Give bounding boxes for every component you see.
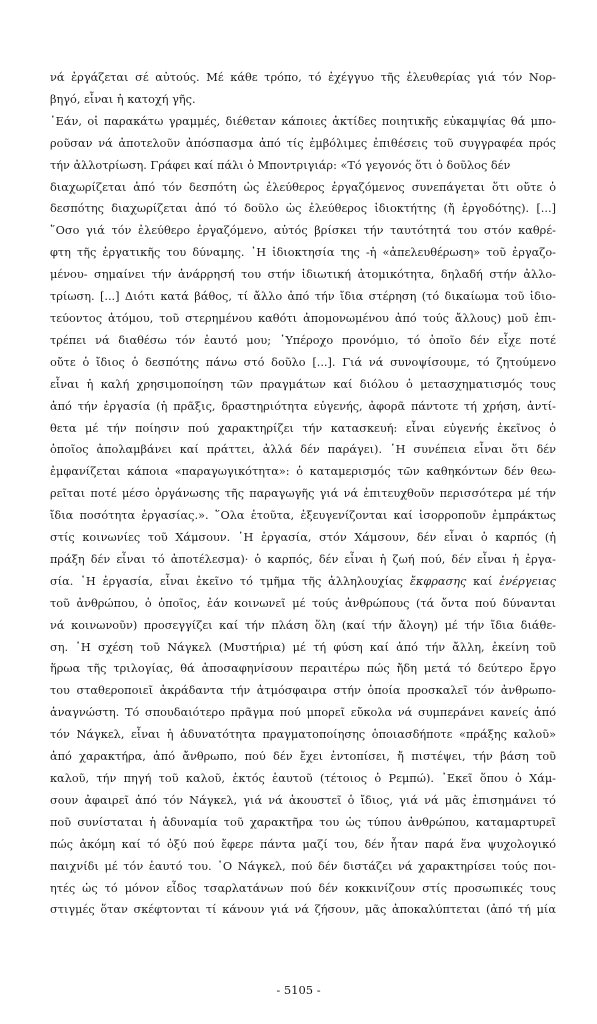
body-text (50, 67, 556, 921)
text-line: τήν ἀλλοτρίωση. Γράφει καί πάλι ὁ Μποντριγιάρ: «Τό γεγονός ὅτι ὁ δοῦλος δέν (50, 158, 511, 172)
text-line: τρέπει νά διαθέσω τόν ἑαυτό μου; ῾Υπέροχο προνόμιο, τό ὁποῖο δέν εἶχε ποτέ (50, 333, 556, 347)
text-line: παιχνίδι μέ τόν ἑαυτό του. ῾Ο Νάγκελ, πού δέν διστάζει νά χαρακτηρίσει τούς ποι- (50, 859, 556, 873)
text-line: διαχωρίζεται ἀπό τόν δεσπότη ὡς ἐλεύθερος ἐργαζόμενος συνεπάγεται ὅτι οὔτε ὁ (50, 180, 556, 194)
text-line: δεσπότης διαχωρίζεται ἀπό τό δοῦλο ὡς ἐλεύθερος ἰδιοκτήτης (ἤ ἐργοδότης). [...] (50, 202, 556, 216)
text-line: νά κοινωνοῦν) προσεγγίζει καί τήν πλάση ὅλη (καί τήν ἄλογη) μέ τήν ἴδια διάθε- (50, 618, 556, 632)
text-line: τόν Νάγκελ, εἶναι ἡ ἀδυνατότητα πραγματοποίησης ὁποιασδήποτε «πράξης καλοῦ» (50, 728, 556, 742)
text-line: ἀναγνώστη. Τό σπουδαιότερο πρᾶγμα πού μπορεῖ εὔκολα νά συμπεράνει κανείς ἀπό (50, 706, 556, 720)
text-line: ρεῖται ποτέ μέσο ὀργάνωσης τῆς παραγωγῆς γιά νά ἐπιτευχθοῦν περισσότερα μέ τήν (50, 487, 556, 501)
text-line: ῞Οσο γιά τόν ἐλεύθερο ἐργαζόμενο, αὐτός βρίσκει τήν ταυτότητά του στόν καθρέ- (50, 224, 556, 238)
text-line: ση. ῾Η σχέση τοῦ Νάγκελ (Μυστήρια) μέ τή φύση καί ἀπό τήν ἄλλη, ἐκείνη τοῦ (50, 640, 556, 654)
text-line: μένου- σημαίνει τήν ἀνάρρησή του στήν ἰδιωτική ἀτομικότητα, δηλαδή στήν ἀλλο- (50, 268, 556, 282)
text-line: βηγό, εἶναι ἡ κατοχή γῆς. (50, 92, 196, 106)
italic-term: ἐνέργειας (499, 574, 556, 588)
text-line: ροῦσαν νά ἀποτελοῦν ἀπόσπασμα ἀπό τίς ἐμβόλιμες ἐπιθέσεις τοῦ συγγραφέα πρός (50, 136, 556, 150)
text-line: πώς ἀκόμη καί τό ὀξύ πού ἔφερε πάντα μαζί του, δέν ἦταν παρά ἕνα ψυχολογικό (50, 837, 556, 851)
text-line: στίς κοινωνίες τοῦ Χάμσουν. ῾Η ἐργασία, στόν Χάμσουν, δέν εἶναι ὁ καρπός (ἡ (50, 531, 556, 545)
text-line: του σταθεροποιεῖ ἀκράδαντα τήν ἀτμόσφαιρα στήν ὁποία προσκαλεῖ τόν ἀνθρωπο- (50, 684, 556, 698)
page-number: - 5105 - (276, 983, 321, 997)
text-line: ἐμφανίζεται κάποια «παραγωγικότητα»: ὁ καταμερισμός τῶν καθηκόντων δέν θεω- (50, 465, 556, 479)
text-line: εἶναι ἡ καλή χρησιμοποίηση τῶν πραγμάτων καί διόλου ὁ μετασχηματισμός τους (50, 377, 556, 391)
text-line: τρίωση. [...] Διότι κατά βάθος, τί ἄλλο ἀπό τήν ἴδια στέρηση (τό δικαίωμα τοῦ ἰδιο- (50, 290, 556, 304)
text-line: πράξη δέν εἶναι τό ἀποτέλεσμα)· ὁ καρπός, δέν εἶναι ἡ ζωή πού, δέν εἶναι ἡ ἐργα- (50, 552, 556, 566)
text-line: φτη τῆς ἐργατικῆς του δύναμης. ῾Η ἰδιοκτησία της -ἡ «ἀπελευθέρωση» τοῦ ἐργαζο- (50, 246, 556, 260)
text-line: ποῦ συνίσταται ἡ ἀδυναμία τοῦ χαρακτῆρα του ὡς τύπου ἀνθρώπου, καταμαρτυρεῖ (50, 815, 556, 829)
text-line: ητές ὡς τό μόνον εἶδος τσαρλατάνων πού δέν κοκκινίζουν στίς προσωπικές τους (50, 881, 556, 895)
text-line: καλοῦ, τήν πηγή τοῦ καλοῦ, ἐκτός ἑαυτοῦ (τέτοιος ὁ Ρεμπώ). ᾿Εκεῖ ὅπου ὁ Χάμ- (50, 772, 556, 785)
text-line: νά ἐργάζεται σέ αὐτούς. Μέ κάθε τρόπο, τό ἐχέγγυο τῆς ἐλευθερίας γιά τόν Νορ- (50, 71, 556, 84)
text-line: ἀπό τήν ἐργασία (ἡ πρᾶξις, δραστηριότητα εὐγενής, ἀφορᾶ πάντοτε τή χρήση, ἀντί- (50, 399, 556, 413)
text-line: στιγμές ὅταν σκέφτονται τί κάνουν γιά νά ζήσουν, μᾶς ἀποκαλύπτεται (ἀπό τή μία (50, 903, 556, 917)
text-line: τοῦ ἀνθρώπου, ὁ ὁποῖος, ἐάν κοινωνεῖ μέ τούς ἀνθρώπους (τά ὄντα πού δύνανται (50, 596, 556, 610)
text-line: ἥρωα τῆς τριλογίας, θά ἀποσαφηνίσουν περαιτέρω πώς ἤδη μετά τό δεύτερο ἔργο (50, 662, 556, 676)
italic-term: ἔκφρασης (409, 574, 467, 588)
text-line: θετα μέ τήν ποίησιν πού χαρακτηρίζει τήν κατασκευή: εἶναι εὐγενής ἐκεῖνος ὁ (50, 421, 556, 435)
text-line: τεύοντος ἀτόμου, τοῦ στερημένου καθότι ἀπομονωμένου ἀπό τούς ἄλλους) μοῦ ἐπι- (50, 311, 556, 325)
text-line: ῾Εάν, οἱ παρακάτω γραμμές, διέθεταν κάποιες ἀκτίδες ποιητικῆς εὐκαμψίας θά μπο- (50, 114, 556, 128)
text-line: σουν ἀφαιρεῖ ἀπό τόν Νάγκελ, γιά νά ἀκουστεῖ ὁ ἴδιος, γιά νά μᾶς ἐπισημάνει τό (50, 793, 556, 807)
text-line: οὔτε ὁ ἴδιος ὁ δεσπότης πάνω στό δοῦλο [...]. Γιά νά συνοψίσουμε, τό ζητούμενο (50, 355, 556, 369)
text-line: ἀπό χαρακτήρα, ἀπό ἄνθρωπο, πού δέν ἔχει ἐντοπίσει, ἤ πιστέψει, τήν βάση τοῦ (50, 750, 556, 764)
text-line: ἴδια ποσότητα ἐργασίας.». ῞Ολα ἐτοῦτα, ἐξευγενίζονται καί ἰσορροποῦν ἐμπράκτως (50, 509, 556, 523)
text-line: σία. ῾Η ἐργασία, εἶναι ἐκεῖνο τό τμῆμα τῆς ἀλληλουχίας ἔκφρασης καί ἐνέργειας (50, 574, 556, 588)
text-line: ὁποῖος ἀπολαμβάνει καί πράττει, ἀλλά δέν παράγει). ῾Η συνέπεια εἶναι ὅτι δέν (50, 443, 556, 457)
